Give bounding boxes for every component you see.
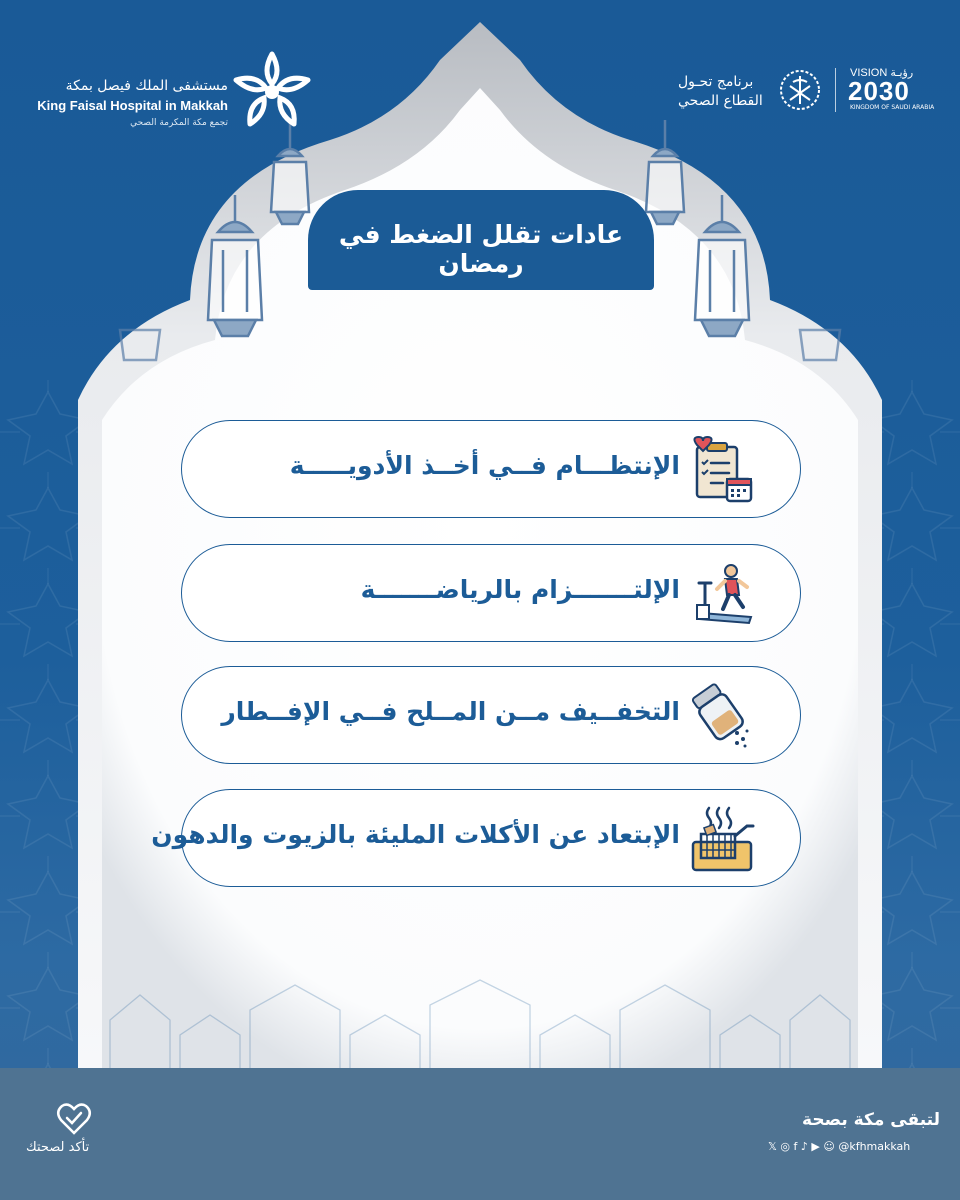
habit-item-medication bbox=[181, 420, 801, 518]
habit-item-text: التخفــيف مــن المــلح فــي الإفــطار bbox=[221, 697, 680, 726]
vision-label: VISION رؤيـة bbox=[850, 67, 914, 79]
page-title: عادات تقلل الضغط في رمضان bbox=[338, 220, 624, 278]
youtube-icon[interactable]: ▶ bbox=[811, 1140, 820, 1153]
habit-item-text: الإلتـــــــزام بالرياضـــــــة bbox=[360, 575, 680, 604]
health-cluster-name: تجمع مكة المكرمة الصحي bbox=[130, 118, 228, 128]
footer-slogan-block bbox=[750, 1110, 940, 1170]
habit-item-text: الإبتعاد عن الأكلات المليئة بالزيوت والدهون bbox=[151, 820, 680, 849]
header-divider bbox=[835, 68, 836, 112]
tiktok-icon[interactable]: ♪ bbox=[800, 1140, 808, 1153]
fryer-icon bbox=[687, 804, 757, 874]
vision-kingdom: KINGDOM OF SAUDI ARABIA bbox=[850, 104, 935, 111]
title-banner bbox=[308, 190, 654, 290]
salt-shaker-icon bbox=[687, 681, 757, 751]
social-handle[interactable]: @kfhmakkah bbox=[838, 1140, 911, 1153]
social-links bbox=[768, 1140, 910, 1153]
vision-year: 2030 bbox=[848, 76, 910, 106]
saudi-emblem-icon bbox=[778, 68, 822, 112]
habit-item-fried-food bbox=[151, 789, 801, 887]
footer-brand bbox=[26, 1102, 116, 1162]
x-icon[interactable]: 𝕏 bbox=[768, 1140, 777, 1153]
hospital-name-en: King Faisal Hospital in Makkah bbox=[37, 98, 228, 113]
program-line2: القطاع الصحي bbox=[678, 93, 763, 109]
instagram-icon[interactable]: ◎ bbox=[780, 1140, 790, 1153]
habit-item-text: الإنتظـــام فــي أخــذ الأدويـــــة bbox=[289, 451, 680, 480]
hospital-name-ar: مستشفى الملك فيصل بمكة bbox=[65, 78, 228, 94]
program-line1: برنامج تحـول bbox=[678, 74, 754, 90]
snapchat-icon[interactable]: ☺ bbox=[823, 1140, 835, 1153]
habit-item-salt bbox=[181, 666, 801, 764]
medication-schedule-icon bbox=[687, 435, 757, 505]
treadmill-icon bbox=[687, 559, 757, 629]
habit-item-exercise bbox=[181, 544, 801, 642]
hospital-name-block bbox=[28, 48, 228, 148]
heart-check-icon bbox=[56, 1102, 92, 1136]
facebook-icon[interactable]: f bbox=[793, 1140, 798, 1153]
hospital-star-icon bbox=[230, 48, 314, 132]
footer-tagline: تأكد لصحتك bbox=[26, 1140, 90, 1155]
footer-slogan: لتبقى مكة بصحة bbox=[802, 1110, 940, 1130]
vision-program-logos bbox=[660, 60, 940, 120]
